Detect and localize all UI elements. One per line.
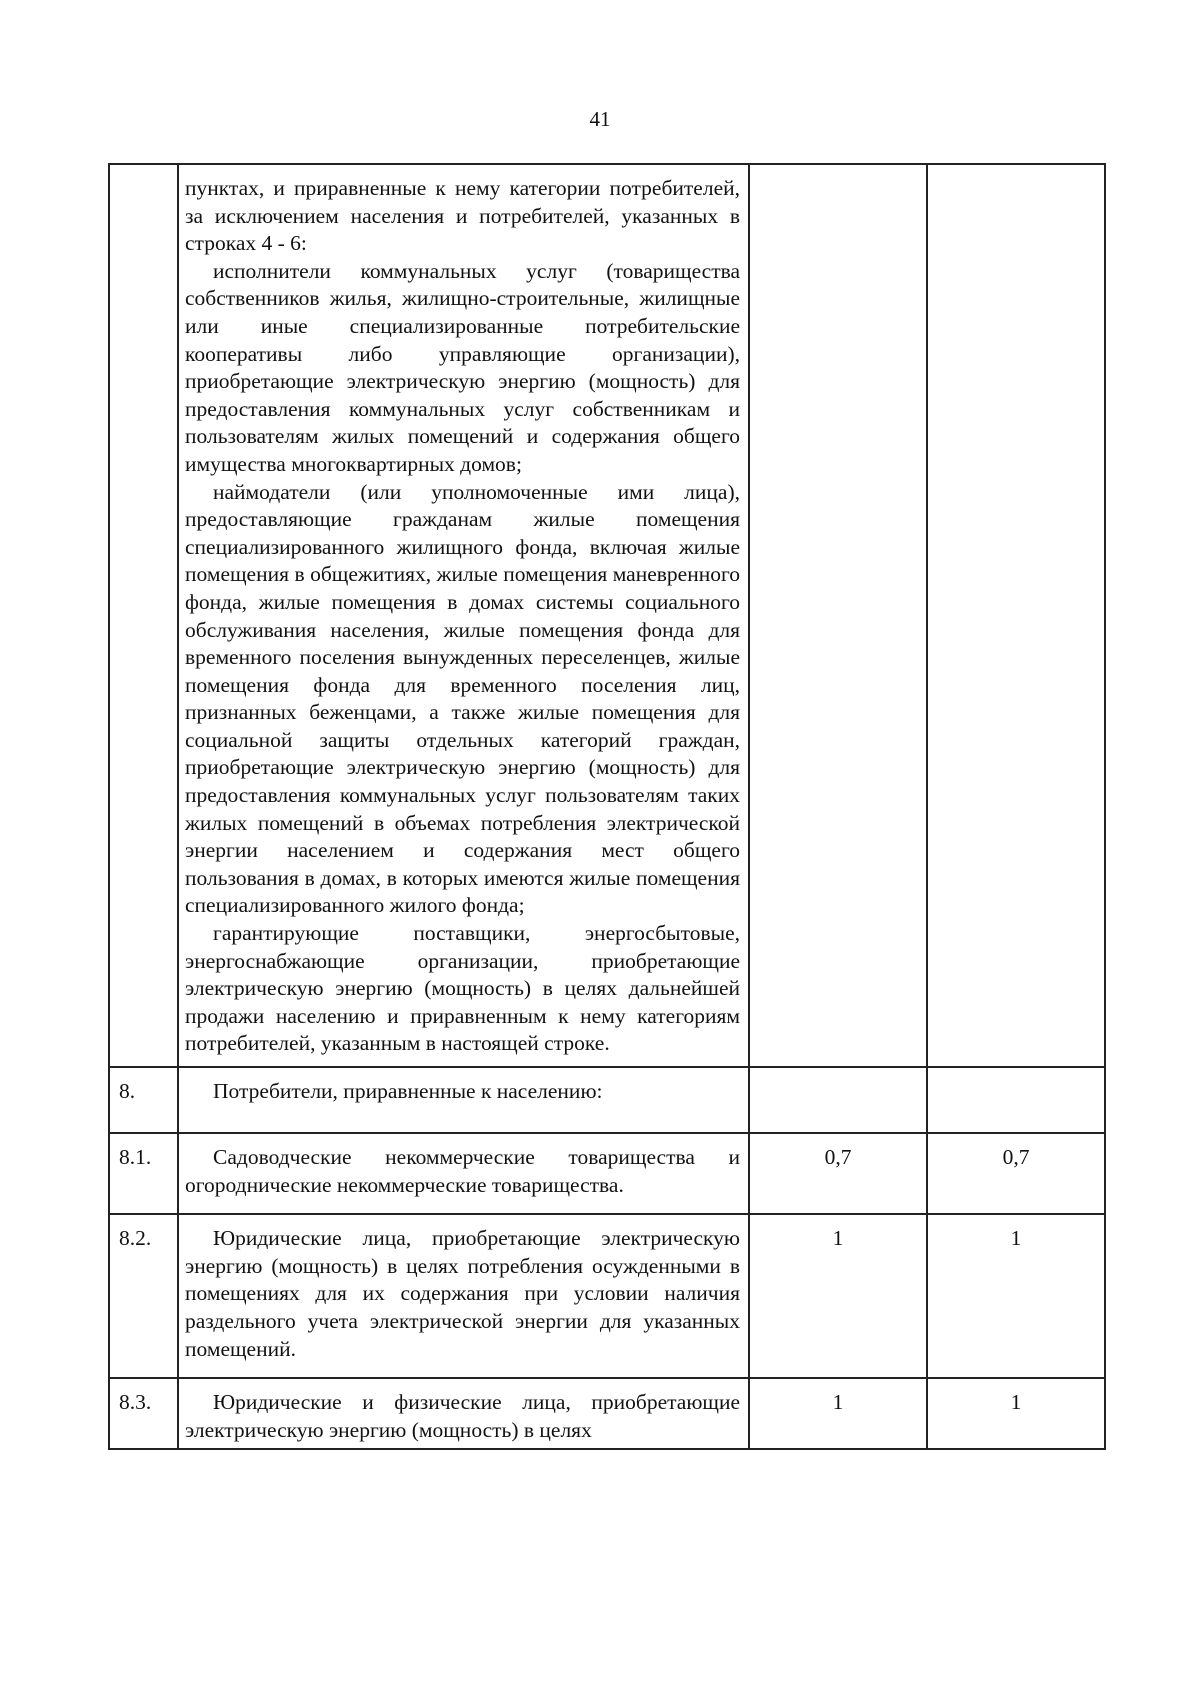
paragraph: Потребители, приравненные к населению: — [213, 1079, 603, 1103]
row-description — [178, 1214, 749, 1378]
tariff-table — [108, 163, 1106, 1450]
table-row-8 — [109, 1067, 1105, 1133]
row-description — [178, 164, 749, 1067]
row-number: 8. — [109, 1067, 178, 1133]
coefficient-cell: 1 — [749, 1378, 927, 1449]
paragraph: Юридические лица, приобретающие электрическую энергию (мощность) в целях потребления осужденными в помещениях для их содержания при условии наличия раздельного учета электрической энергии для указанных помещений. — [185, 1226, 740, 1361]
coefficient-cell — [927, 164, 1105, 1067]
row-number: 8.2. — [109, 1214, 178, 1378]
row-description — [178, 1378, 749, 1449]
coefficient-cell: 1 — [749, 1214, 927, 1378]
coefficient-cell — [749, 164, 927, 1067]
row-description — [178, 1133, 749, 1214]
paragraph: гарантирующие поставщики, энергосбытовые, энергоснабжающие организации, приобретающие электрическую энергию (мощность) в целях дальнейшей продажи населению и приравненным к нему категориям потребителей, указанным в настоящей строке. — [185, 921, 740, 1056]
table-row-continuation — [109, 164, 1105, 1067]
row-number: 8.3. — [109, 1378, 178, 1449]
coefficient-cell: 1 — [927, 1378, 1105, 1449]
paragraph: Юридические и физические лица, приобретающие электрическую энергию (мощность) в целях — [185, 1390, 740, 1442]
paragraph: исполнители коммунальных услуг (товарищества собственников жилья, жилищно-строительные, жилищные или иные специализированные потребительские кооперативы либо управляющие организации), приобретающие электрическую энергию (мощность) для предоставления коммунальных услуг собственникам и пользователям жилых помещений и содержания общего имущества многоквартирных домов; — [185, 258, 740, 476]
table-row-8-3 — [109, 1378, 1105, 1449]
coefficient-cell — [927, 1067, 1105, 1133]
coefficient-cell: 1 — [927, 1214, 1105, 1378]
row-number: 8.1. — [109, 1133, 178, 1214]
paragraph: Садоводческие некоммерческие товарищества и огороднические некоммерческие товарищества. — [185, 1145, 740, 1197]
paragraph: пунктах, и приравненные к нему категории потребителей, за исключением населения и потребителей, указанных в строках 4 - 6: — [185, 176, 740, 256]
paragraph: наймодатели (или уполномоченные ими лица), предоставляющие гражданам жилые помещения специализированного жилищного фонда, включая жилые помещения в общежитиях, жилые помещения маневренного фонда, жилые помещения в домах системы социального обслуживания населения, жилые помещения фонда для временного поселения вынужденных переселенцев, жилые помещения фонда для временного поселения лиц, признанных беженцами, а также жилые помещения для социальной защиты отдельных категорий граждан, приобретающие электрическую энергию (мощность) для предоставления коммунальных услуг пользователям таких жилых помещений в объемах потребления электрической энергии населением и содержания мест общего пользования в домах, в которых имеются жилые помещения специализированного жилого фонда; — [185, 479, 740, 918]
coefficient-cell — [749, 1067, 927, 1133]
row-number — [109, 164, 178, 1067]
row-description — [178, 1067, 749, 1133]
page-number: 41 — [589, 107, 611, 131]
coefficient-cell: 0,7 — [927, 1133, 1105, 1214]
table-row-8-1 — [109, 1133, 1105, 1214]
table-row-8-2 — [109, 1214, 1105, 1378]
coefficient-cell: 0,7 — [749, 1133, 927, 1214]
